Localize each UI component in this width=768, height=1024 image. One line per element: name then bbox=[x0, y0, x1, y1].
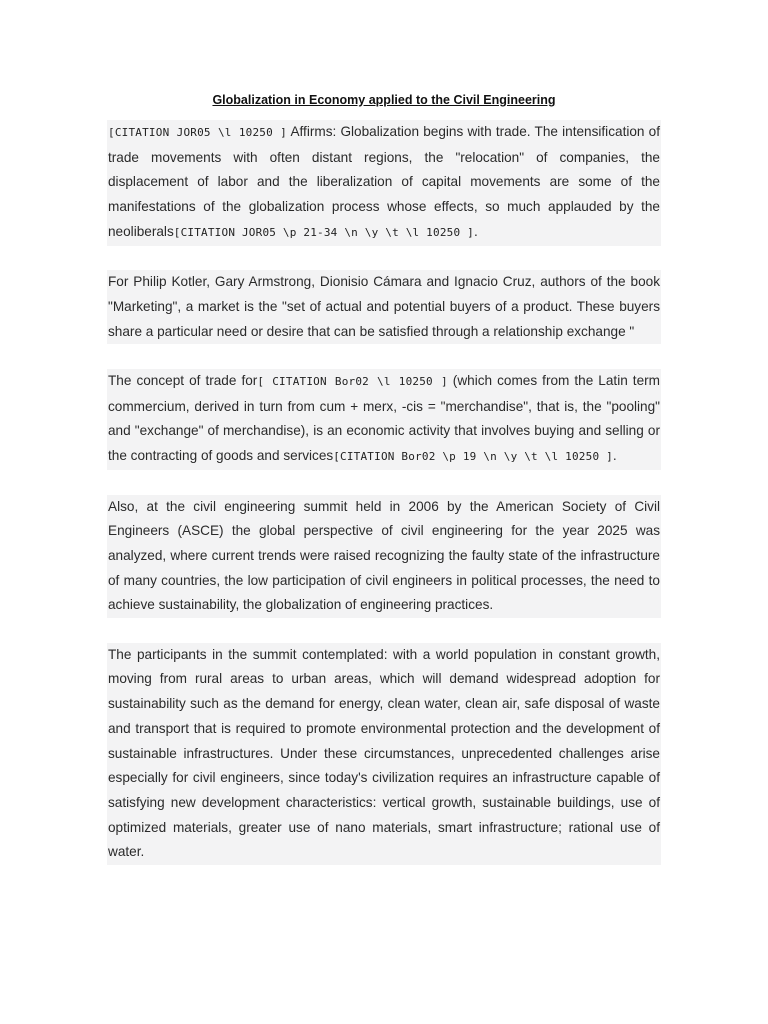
paragraph-text: . bbox=[473, 223, 478, 239]
paragraph-spacer bbox=[107, 618, 661, 643]
paragraph-text: Also, at the civil engineering summit held in 2006 by the American Society of Civil Engineers (ASCE) the global perspective of civil engineering for the year 2025 was analyzed, where current trends were raised recognizing the faulty state of the infrastructure of many countries, the low participation of civil engineers in political processes, the need to achieve sustainability, the globalization of engineering practices. bbox=[108, 498, 660, 613]
paragraph-text: (which comes from the Latin term commercium, derived in turn from cum + merx, -cis = "merchandise", that is, the "pooling" and "exchange" of merchandise), is an economic activity that involves buying and selling or the contracting of goods and services bbox=[108, 373, 660, 464]
paragraph-text: . bbox=[612, 448, 617, 464]
citation-field: [CITATION Bor02 \p 19 \n \y \t \l 10250 ] bbox=[333, 450, 613, 464]
citation-field: [CITATION JOR05 \l 10250 ] bbox=[108, 126, 288, 139]
paragraph-text: For Philip Kotler, Gary Armstrong, Dionisio Cámara and Ignacio Cruz, authors of the book "Marketing", a market is the "set of actual and potential buyers of a product. These buyers share a particular need or desire that can be satisfied through a relationship exchange " bbox=[108, 274, 660, 339]
document-title: Globalization in Economy applied to the Civil Engineering bbox=[212, 93, 556, 107]
paragraph-3 bbox=[107, 369, 661, 470]
paragraph-spacer bbox=[107, 344, 661, 369]
citation-field: [ CITATION Bor02 \l 10250 ] bbox=[257, 375, 448, 388]
paragraph-2 bbox=[107, 270, 661, 344]
document-body bbox=[107, 120, 661, 865]
paragraph-5 bbox=[107, 643, 661, 865]
citation-field: [CITATION JOR05 \p 21-34 \n \y \t \l 10250 ] bbox=[173, 225, 474, 239]
paragraph-spacer bbox=[107, 470, 661, 495]
paragraph-text: Affirms: Globalization begins with trade. The intensification of trade movements with often distant regions, the "relocation" of companies, the displacement of labor and the liberalization of capital movements are some of the manifestations of the globalization process whose effects, so much applauded by the neoliberals bbox=[108, 124, 661, 239]
paragraph-spacer bbox=[107, 246, 661, 271]
paragraph-1 bbox=[107, 120, 661, 246]
paragraph-text: The concept of trade for bbox=[108, 373, 258, 388]
paragraph-4 bbox=[107, 495, 661, 619]
paragraph-text: The participants in the summit contemplated: with a world population in constant growth, moving from rural areas to urban areas, which will demand widespread adoption for sustainability such as the demand for energy, clean water, clean air, safe disposal of waste and transport that is required to promote environmental protection and the development of sustainable infrastructures. Under these circumstances, unprecedented challenges arise especially for civil engineers, since today's civilization requires an infrastructure capable of satisfying new development characteristics: vertical growth, sustainable buildings, use of optimized materials, greater use of nano materials, smart infrastructure; rational use of water. bbox=[108, 646, 660, 860]
